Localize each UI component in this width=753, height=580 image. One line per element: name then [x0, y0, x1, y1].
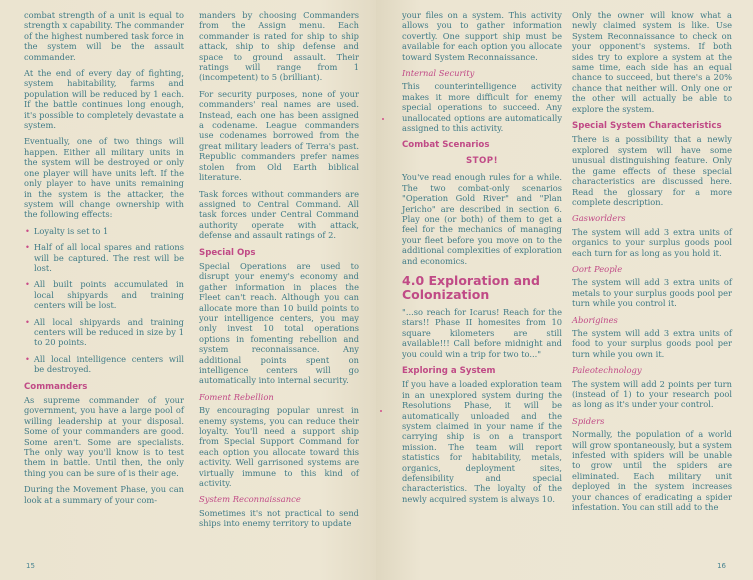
column-2 — [199, 10, 359, 535]
paragraph: The system will add 3 extra units of organics to your surplus goods pool each turn for as long as you hold it. — [572, 226, 732, 258]
subheading: Special Ops — [199, 247, 256, 258]
margin-dot — [382, 118, 384, 120]
column-4 — [572, 10, 732, 518]
paragraph: combat strength of a unit is equal to strength x capability. The commander of the highest numbered task force in the system will be the assault commander. — [24, 10, 184, 62]
bullet-item: • Half of all local spares and rations will be captured. The rest will be lost. — [24, 242, 184, 273]
paragraph: The system will add 3 extra units of metals to your surplus goods pool per turn while you control it. — [572, 277, 732, 309]
paragraph: Only the owner will know what a newly claimed system is like. Use System Reconnaissance to check on your opponent's systems. If both sides try to explore a system at the same time, each side has an equal chance to succeed, but there's a 20% chance that neither will. Only one or the other will actually be able to explore the system. — [572, 10, 732, 114]
paragraph: At the end of every day of fighting, system habitability, farms and population will be reduced by 1 each. If the battle continues long enough, it's possible to completely devastate a system. — [24, 68, 184, 131]
paragraph: The system will add 2 points per turn (instead of 1) to your research pool as long as it's under your control. — [572, 378, 732, 410]
italic-subheading: Foment Rebellion — [199, 391, 274, 402]
subheading: Special System Characteristics — [572, 121, 722, 132]
bullet-item: • All local intelligence centers will be destroyed. — [24, 354, 184, 375]
subheading: Exploring a System — [402, 365, 496, 376]
italic-subheading: Gasworlders — [572, 213, 626, 224]
page-number-right: 16 — [717, 562, 726, 570]
bullet-item: • All built points accumulated in local shipyards and training centers will be lost. — [24, 279, 184, 310]
italic-subheading: Paleotechnology — [572, 365, 642, 376]
paragraph: Eventually, one of two things will happen. Either all military units in the system will be destroyed or only one player will have units left. If the only player to have units remaining in the system is the attacker, the system will change ownership with the following effects: — [24, 136, 184, 220]
section-heading: 4.0 Exploration and Colonization — [402, 272, 540, 302]
italic-subheading: System Reconnaissance — [199, 494, 301, 505]
paragraph: There is a possibility that a newly explored system will have some unusual distinguishing feature. Only the game effects of these special characteristics are discussed here. Read the glossary for a more complete description. — [572, 134, 732, 207]
italic-subheading: Aborigines — [572, 314, 618, 325]
column-1 — [24, 10, 184, 511]
paragraph: The system will add 3 extra units of food to your surplus goods pool per turn while you own it. — [572, 327, 732, 359]
italic-subheading: Oort People — [572, 263, 623, 274]
paragraph: "...so reach for Icarus! Reach for the stars!! Phase II homesites from 10 square kilometers are still available!!! Call before midnight and you could win a trip for two to..." — [402, 306, 562, 359]
margin-dot — [380, 410, 382, 412]
callout-heading: STOP! — [465, 155, 499, 166]
subheading: Combat Scenarios — [402, 140, 490, 151]
paragraph: This counterintelligence activity makes it more difficult for enemy special operations to succeed. Any unallocated options are automatically assigned to this activity. — [402, 81, 562, 134]
paragraph: your files on a system. This activity allows you to gather information covertly. One support ship must be available for each option you allocate toward System Reconnaissance. — [402, 10, 562, 62]
paragraph: For security purposes, none of your commanders' real names are used. Instead, each one has been assigned a codename. League commanders use codenames borrowed from the great military leaders of Terra's past. Republic commanders prefer names stolen from Old Earth biblical literature. — [199, 88, 359, 183]
paragraph: Task forces without commanders are assigned to Central Command. All task forces under Central Command authority operate with attack, defense and assault ratings of 2. — [199, 188, 359, 241]
bullet-item: • Loyalty is set to 1 — [24, 226, 184, 236]
paragraph: By encouraging popular unrest in enemy systems, you can reduce their loyalty. You'll need a support ship from Special Support Command for each option you allocate toward this activity. Well garrisoned systems are virtually immune to this kind of activity. — [199, 405, 359, 489]
italic-subheading: Spiders — [572, 415, 605, 426]
italic-subheading: Internal Security — [402, 68, 475, 79]
paragraph: Special Operations are used to disrupt your enemy's economy and gather information in places the Fleet can't reach. Although you can allocate more than 10 build points to your intelligence centers, you may only invest 10 total operations options in fomenting rebellion and system reconnaissance. Any additional points spent on intelligence centers will go automatically into internal security. — [199, 260, 359, 386]
column-3 — [402, 10, 562, 510]
paragraph: You've read enough rules for a while. The two combat-only scenarios "Operation Gold River" and "Plan Jericho" are described in section 6. Play one (or both) of them to get a feel for the mechanics of managing your fleet before you move on to the additional complexities of exploration and economics. — [402, 172, 562, 266]
subheading: Commanders — [24, 381, 88, 392]
page-right — [376, 0, 752, 580]
paragraph: If you have a loaded exploration team in an unexplored system during the Resolutions Phase, it will be automatically unloaded and the system claimed in your name if the carrying ship is on a transport mission. The team will report statistics for habitability, metals, organics, deployment sites, defensibility and special characteristics. The loyalty of the newly acquired system is always 10. — [402, 379, 562, 504]
paragraph: Sometimes it's not practical to send ships into enemy territory to update — [199, 507, 359, 529]
bullet-item: • All local shipyards and training centers will be reduced in size by 1 to 20 points. — [24, 317, 184, 348]
paragraph: Normally, the population of a world will grow spontaneously, but a system infested with spiders will be unable to grow until the spiders are eliminated. Each military unit deployed in the system increases your chances of eradicating a spider infestation. You can still add to the — [572, 429, 732, 513]
paragraph: During the Movement Phase, you can look at a summary of your com- — [24, 484, 184, 505]
page-left — [0, 0, 376, 580]
paragraph: As supreme commander of your government, you have a large pool of willing leadership at your disposal. Some of your commanders are good. Some aren't. Some are specialists. The only way you'll know is to test them in battle. Until then, the only thing you can be sure of is their age. — [24, 395, 184, 478]
paragraph: manders by choosing Commanders from the Assign menu. Each commander is rated for ship to ship attack, ship to ship defense and space to ground assault. Their ratings will range from 1 (incompetent) to 5 (brilliant). — [199, 10, 359, 83]
page-number-left: 15 — [26, 562, 35, 570]
